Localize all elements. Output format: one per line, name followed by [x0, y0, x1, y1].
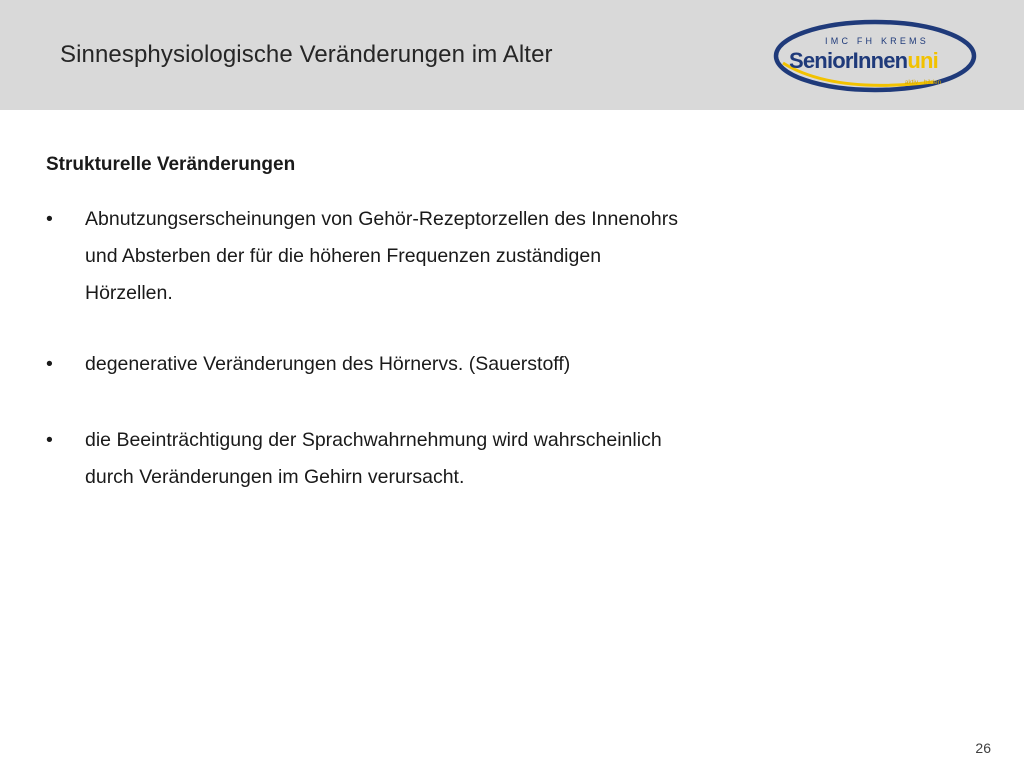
svg-text:SeniorInnenuni	[789, 48, 938, 73]
bullet-marker: •	[46, 208, 53, 230]
bullet-text	[85, 201, 806, 312]
bullet-marker: •	[46, 353, 53, 375]
section-subheading: Strukturelle Veränderungen	[46, 154, 296, 175]
logo-brand-accent: uni	[907, 48, 938, 73]
bullet-line: degenerative Veränderungen des Hörnervs. (Sauerstoff)	[85, 353, 571, 375]
bullet-marker: •	[46, 429, 53, 451]
logo-top-text: IMC FH KREMS	[825, 36, 929, 46]
bullet-text	[85, 346, 806, 383]
bullet-line: Hörzellen.	[85, 282, 173, 304]
bullet-item	[46, 346, 806, 383]
bullet-item	[46, 201, 806, 312]
seniorinnenuni-logo	[773, 18, 978, 94]
page-number: 26	[975, 740, 991, 756]
bullet-line: und Absterben der für die höheren Frequenzen zuständigen	[85, 245, 602, 267]
slide-header	[0, 0, 1024, 110]
logo-brand-main: SeniorInnen	[789, 48, 908, 73]
bullet-line: Abnutzungserscheinungen von Gehör-Rezeptorzellen des Innenohrs	[85, 208, 678, 230]
logo-tagline: aktiv · bilden	[904, 79, 942, 86]
bullet-text	[85, 422, 806, 496]
bullet-line: die Beeinträchtigung der Sprachwahrnehmung wird wahrscheinlich	[85, 429, 662, 451]
bullet-line: durch Veränderungen im Gehirn verursacht.	[85, 466, 465, 488]
bullet-item	[46, 422, 806, 496]
slide-title: Sinnesphysiologische Veränderungen im Alter	[60, 41, 553, 68]
